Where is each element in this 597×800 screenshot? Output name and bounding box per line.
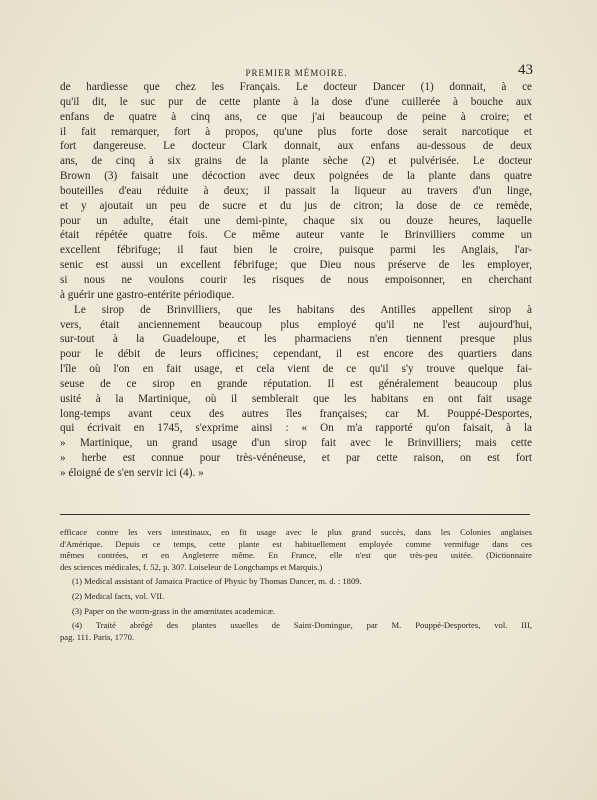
text-line: à guérir une gastro-entérite périodique. xyxy=(60,288,235,301)
text-line: vers, était anciennement beaucoup plus employé qu'il ne l'est aujourd'hui, xyxy=(60,318,532,331)
text-line: pour le débit de leurs officines; cependant, il est encore des quartiers dans xyxy=(60,348,532,361)
text-line: Le sirop de Brinvilliers, que les habitans des Antilles appellent sirop à xyxy=(74,303,532,316)
footnote-continuation xyxy=(60,527,532,573)
footnote-4 xyxy=(60,620,532,643)
text-line: qu'il dit, le suc pur de cette plante à la dose d'une cuillerée à bouche aux xyxy=(60,95,532,108)
text-line: » herbe est connue pour très-vénéneuse, et par cette raison, on est fort xyxy=(60,452,532,465)
text-line: fort dangereuse. Le docteur Clark donnait, aux enfans au-dessous de deux xyxy=(60,140,532,153)
text-line: sur-tout à la Guadeloupe, et les pharmaciens n'en tiennent presque plus xyxy=(60,333,532,346)
footnote-line: d'Amérique. Depuis ce temps, cette plante est habituellement employée comme vermifuge dans ces xyxy=(60,538,532,549)
text-line: » éloigné de s'en servir ici (4). » xyxy=(60,466,204,479)
footnote-line: mêmes contrées, et en Angleterre même. En France, elle n'est que très-peu usitée. (Dictionnaire xyxy=(60,550,532,561)
footnote-line: (1) Medical assistant of Jamaica Practice of Physic by Thomas Dancer, m. d. : 1809. xyxy=(72,576,362,587)
text-line: Brown (3) faisait une décoction avec deux poignées de la plante dans quatre xyxy=(60,170,532,183)
text-line: pour un adulte, était une demi-pinte, chaque six ou douze heures, laquelle xyxy=(60,214,532,227)
text-line: si nous ne voulons courir les risques de nous empoisonner, en cherchant xyxy=(60,273,532,286)
text-line: long-temps avant ceux des autres îles françaises; car M. Pouppé-Desportes, xyxy=(60,407,532,420)
text-line: excellent fébrifuge; il faut bien le croire, puisque parmi les Anglais, l'ar- xyxy=(60,244,532,257)
page-number: 43 xyxy=(518,62,533,78)
footnote-line: des sciences médicales, f. 52, p. 307. Loiseleur de Longchamps et Marquis.) xyxy=(60,561,323,572)
footnote-line: pag. 111. Paris, 1770. xyxy=(60,631,135,642)
text-line: ans, de cinq à six grains de la plante sèche (2) et pulvérisée. Le docteur xyxy=(60,155,532,168)
text-line: senic est aussi un excellent fébrifuge; que Dieu nous préserve de les employer, xyxy=(60,259,532,272)
text-line: était répétée quatre fois. Ce même auteur vante le Brinvilliers comme un xyxy=(60,229,532,242)
footnote-line: efficace contre les vers intestinaux, en fit usage avec le plus grand succès, dans les Colonies anglaises xyxy=(60,527,532,537)
footnotes xyxy=(60,527,532,643)
text-line: qui écrivait en 1745, s'exprime ainsi : « On m'a rapporté qu'on faisait, à la xyxy=(60,422,532,435)
footnote-1 xyxy=(60,576,532,588)
footnote-line: (4) Traité abrégé des plantes usuelles de Saint-Domingue, par M. Pouppé-Desportes, vol. III, xyxy=(72,620,532,631)
text-line: » Martinique, un grand usage d'un sirop fait avec le Brinvilliers; mais cette xyxy=(60,437,532,450)
text-line: de hardiesse que chez les Français. Le docteur Dancer (1) donnait, à ce xyxy=(60,81,532,93)
footnote-divider xyxy=(60,514,530,515)
footnote-line: (3) Paper on the worm-grass in the amœnitates academicæ. xyxy=(72,605,276,616)
footnote-line: (2) Medical facts, vol. VII. xyxy=(72,590,165,601)
text-line: et y ajoutait un peu de sucre et du jus de citron; la dose de ce remède, xyxy=(60,199,532,212)
text-line: bouteilles d'eau réduite à deux; il passait la liqueur au travers d'un linge, xyxy=(60,184,532,197)
text-line: enfans de quatre à cinq ans, ce que j'ai beaucoup de peine à croire; et xyxy=(60,110,532,123)
main-text xyxy=(60,80,532,481)
footnote-3 xyxy=(60,606,532,618)
text-line: l'île où l'on en fait usage, et cela vient de ce qu'il s'y trouve quelque fai- xyxy=(60,363,532,376)
text-line: seuse de ce sirop en grande réputation. Il est généralement beaucoup plus xyxy=(60,377,532,390)
running-head-title: PREMIER MÉMOIRE. xyxy=(245,68,348,78)
footnote-2 xyxy=(60,591,532,603)
text-line: usité à la Martinique, où il semblerait que les habitans en ont fait usage xyxy=(60,392,532,405)
text-line: il fait remarquer, fort à propos, qu'une plus forte dose serait narcotique et xyxy=(60,125,532,138)
